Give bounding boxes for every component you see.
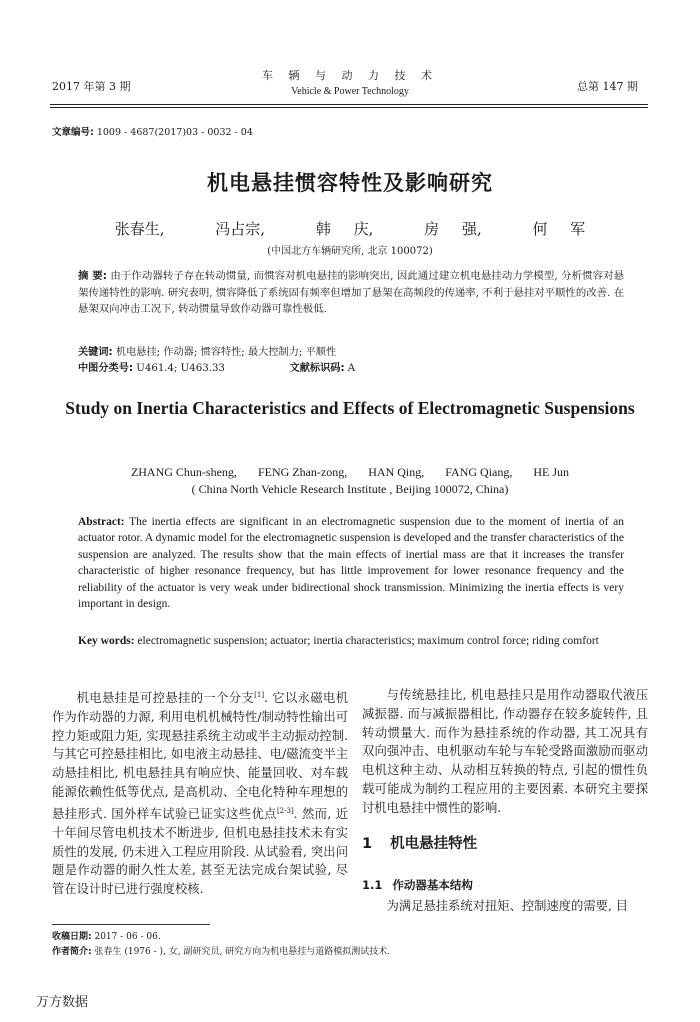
- journal-name-en: Vehicle & Power Technology: [291, 86, 409, 97]
- abstract-en: [78, 514, 624, 612]
- author-cn: 张春生,: [114, 220, 165, 238]
- subsection-title: 作动器基本结构: [392, 878, 473, 892]
- author-bio: 张春生 (1976 - ), 女, 副研究员, 研究方向为机电悬挂与道路模拟测试技术.: [94, 947, 391, 957]
- body-paragraph: [52, 686, 348, 899]
- abstract-cn-label: 摘 要:: [78, 270, 107, 282]
- article-number-label: 文章编号:: [52, 127, 94, 138]
- authors-en: [0, 465, 700, 480]
- article-number: [52, 124, 253, 138]
- header-rule-top: [50, 104, 648, 105]
- abstract-cn: [78, 268, 624, 318]
- author-en: HAN Qing,: [368, 465, 425, 479]
- body-paragraph: 为满足悬挂系统对扭矩、控制速度的需要, 目: [386, 899, 629, 913]
- subsection-number: 1.1: [362, 878, 383, 892]
- doc-code-value: A: [347, 363, 356, 374]
- author-cn: 韩 庆,: [315, 220, 374, 238]
- abstract-cn-text: 由于作动器转子存在转动惯量, 而惯容对机电悬挂的影响突出, 因此通过建立机电悬挂动力学模型, 分析惯容对悬架传递特性的影响. 研究表明, 惯容降低了系统固有频率但增加了悬架在高频段的传递率, 不利于悬挂对平顺性的改善. 在悬架双向冲击工况下, 转动惯量导致作动器可靠性极低.: [78, 270, 625, 315]
- header-rule-bottom: [50, 107, 648, 108]
- authors-cn: [0, 218, 700, 239]
- keywords-en: [78, 632, 624, 650]
- journal-name-cn: 车 辆 与 动 力 技 术: [262, 69, 438, 82]
- doc-code-label: 文献标识码:: [289, 363, 345, 374]
- subsection-heading: [362, 877, 473, 893]
- body-text: . 它以永磁电机作为作动器的力源, 利用电机机械特性/制动特性输出可控力矩或阻力矩, 实现悬挂系统主动或半主动振动控制. 与其它可控悬挂相比, 如电液主动悬挂、电/磁流变半主动悬挂相比, 机电悬挂具有响应快、能量回收、对车载能源依赖性低等优点, 是高机动、全电化特种车理想的悬挂形式. 国外样车试验已证实这些优点: [52, 691, 348, 821]
- abstract-en-label: Abstract:: [78, 516, 125, 528]
- received-date: 2017 - 06 - 06.: [94, 932, 161, 942]
- issue-label: 2017 年第 3 期: [52, 80, 131, 93]
- author-cn: 何 军: [532, 220, 586, 238]
- author-en: HE Jun: [533, 465, 570, 479]
- author-en: FANG Qiang,: [445, 465, 513, 479]
- title-cn: 机电悬挂惯容特性及影响研究: [207, 171, 493, 195]
- affiliation-cn: (中国北方车辆研究所, 北京 100072): [267, 246, 433, 257]
- total-issue-label: 总第 147 期: [577, 80, 638, 93]
- body-column-right: [362, 686, 648, 818]
- keywords-cn-text: 机电悬挂; 作动器; 惯容特性; 最大控制力; 平顺性: [115, 347, 337, 358]
- abstract-en-text: The inertia effects are significant in an electromagnetic suspension due to the moment of inertia of an actuator rotor. A dynamic model for the electromagnetic suspension is developed and the transfer characteristics of the suspension are analyzed. The results show that the main effects of inertial mass are that it increases the transfer characteristic of higher resonance frequency, but has little improvement for lower resonance frequency and the reliability of the actuator is very weak under bidirectional shock transmission. Minimizing the inertia effects is very important in design.: [78, 516, 624, 611]
- author-cn: 房 强,: [424, 220, 482, 238]
- received-label: 收稿日期:: [52, 932, 92, 942]
- keywords-cn-label: 关键词:: [78, 347, 113, 358]
- author-en: FENG Zhan-zong,: [257, 465, 348, 479]
- citation-ref: [1]: [254, 691, 265, 699]
- author-cn: 冯占宗,: [215, 220, 266, 238]
- footnotes: [52, 930, 390, 960]
- body-column-left: [52, 686, 348, 899]
- body-text: 机电悬挂是可控悬挂的一个分支: [76, 691, 255, 706]
- title-en: Study on Inertia Characteristics and Effects of Electromagnetic Suspensions: [65, 398, 635, 418]
- footnote-rule: [52, 924, 210, 925]
- author-en: ZHANG Chun-sheng,: [130, 465, 237, 479]
- section-heading: [362, 832, 477, 853]
- section-number: 1: [362, 836, 373, 852]
- clc-value: U461.4; U463.33: [136, 363, 225, 374]
- author-bio-label: 作者简介:: [52, 947, 92, 957]
- citation-ref: [2-3]: [276, 806, 294, 815]
- article-number-value: 1009 - 4687(2017)03 - 0032 - 04: [96, 127, 253, 138]
- affiliation-en: ( China North Vehicle Research Institute , Beijing 100072, China): [191, 482, 509, 496]
- clc-label: 中图分类号:: [78, 363, 134, 374]
- body-paragraph: 与传统悬挂比, 机电悬挂只是用作动器取代液压减振器. 而与减振器相比, 作动器存在较多旋转件, 且转动惯量大. 而作为悬挂系统的作动器, 其工况具有双向强冲击、电机驱动车轮与车轮受路面激励而驱动电机这种主动、从动相互转换的特点, 引起的惯性负载可能成为制约工程应用的主要因素. 本研究主要探讨机电悬挂中惯性的影响.: [362, 688, 648, 815]
- body-text: . 然而, 近十年间尽管电机技术不断进步, 但机电悬挂技术未有实质性的发展, 仍未进入工程应用阶段. 从试验看, 突出问题是作动器的耐久性太差, 甚至无法完成台架试验, 尽管在设计时已进行强度校核.: [52, 806, 348, 897]
- keywords-cn: [78, 345, 624, 377]
- keywords-en-text: electromagnetic suspension; actuator; inertia characteristics; maximum control force; riding comfort: [137, 635, 599, 647]
- keywords-en-label: Key words:: [78, 635, 135, 647]
- section-title: 机电悬挂特性: [390, 836, 478, 852]
- watermark: 万方数据: [36, 995, 89, 1010]
